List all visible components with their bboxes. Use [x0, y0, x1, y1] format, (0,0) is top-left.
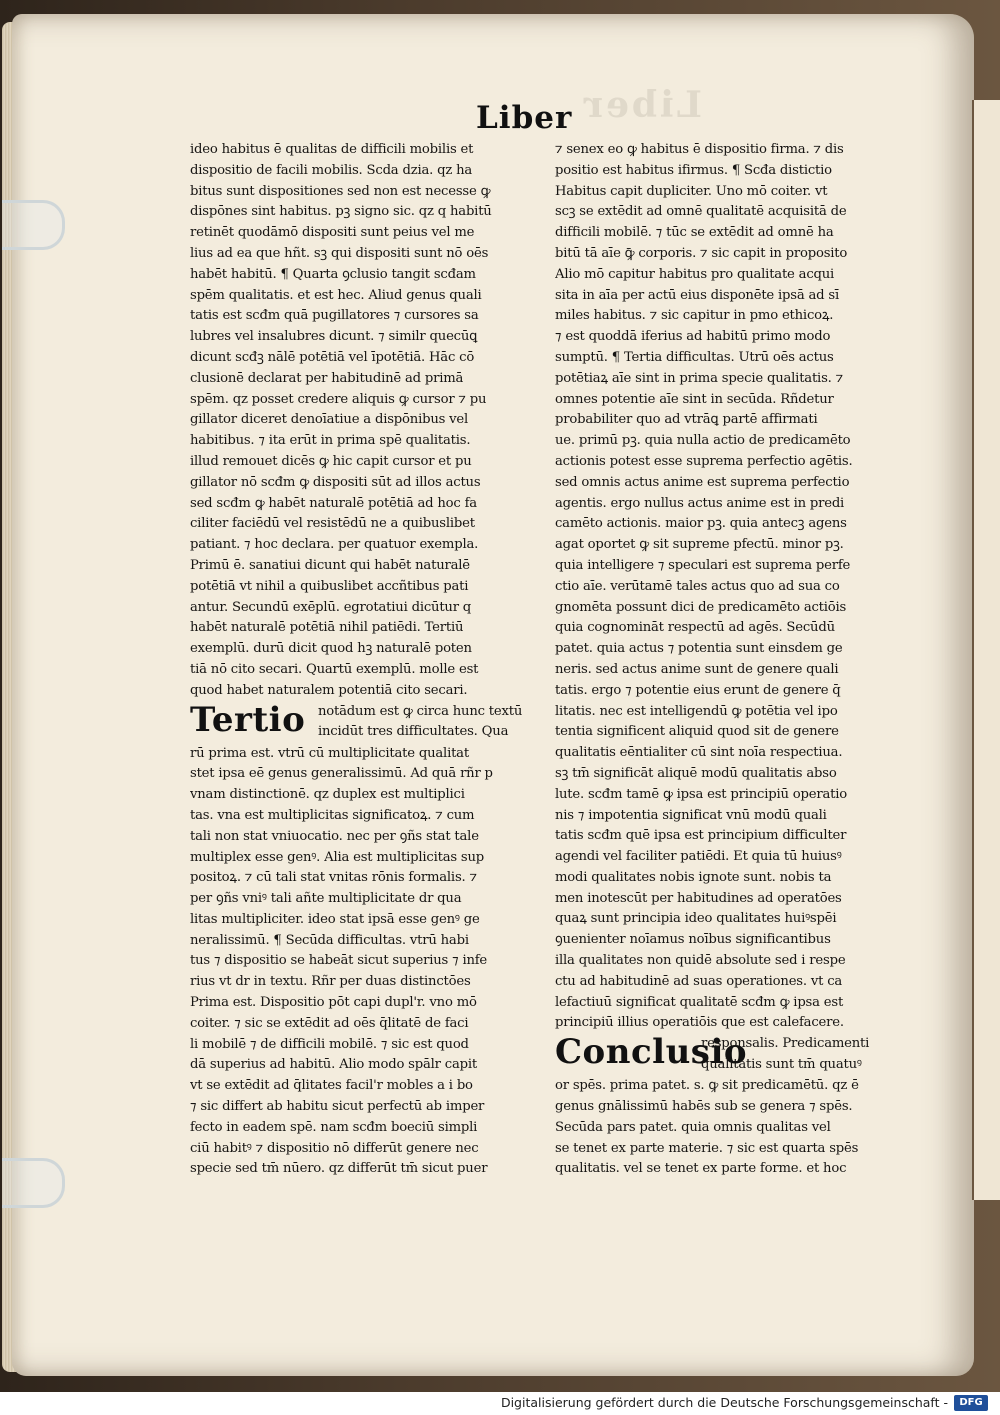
text-line: dispositio de facili mobilis. Scda dzia. qz ha [190, 162, 473, 178]
text-line: antur. Secundū exēplū. egrotatiui dicūtur q [190, 599, 472, 615]
text-line: rū prima est. vtrū cū multiplicitate qualitat [190, 745, 469, 761]
right-initial-row [555, 1034, 911, 1076]
text-line: stet ipsa eē genus generalissimū. Ad quā rñr p [190, 766, 493, 782]
text-line: Habitus capit dupliciter. Uno mō coiter. vt [555, 183, 828, 199]
text-line: tiā nō cito secari. Quartū exemplū. molle est [190, 661, 479, 677]
text-line: tatis scđm quē ipsa est principium difficulter [555, 828, 847, 844]
text-line: positio est habitus ifirmus. ¶ Scđa distictio [555, 162, 832, 178]
page-clip-top [2, 200, 65, 250]
text-line: genus gnālissimū habēs sub se genera ⁊ spēs. [555, 1099, 853, 1115]
dfg-logo-icon: DFG [954, 1395, 988, 1411]
initial-word: Tertio [190, 699, 306, 740]
text-line: omnes potentie aīe sint in secūda. Rñdetur [555, 391, 834, 407]
text-line: incidūt tres difficultates. Qua [318, 724, 509, 740]
text-line: sꝫ tm̄ significāt aliquē modū qualitatis abso [555, 765, 837, 781]
text-line: ⁊ senex eo ꝙ habitus ē dispositio firma. ⁊ dis [555, 142, 844, 157]
text-line: notādum est ꝙ circa hunc textū [318, 703, 523, 719]
left-column-text-bottom [190, 744, 546, 1181]
text-line: modi qualitates nobis ignote sunt. nobis ta [555, 869, 832, 885]
text-line: or spēs. prima patet. s. ꝙ sit predicamētū. qz ē [555, 1078, 859, 1094]
text-line: qualitatis sunt tm̄ quatuꝰ [701, 1057, 862, 1073]
text-line: potētiā vt nihil a quibuslibet accñtibus pati [190, 578, 469, 594]
text-line: scꝫ se extēdit ad omnē qualitatē acquisitā de [555, 204, 847, 220]
bleed-through-text: Liber [580, 84, 702, 126]
text-line: lefactiuū significat qualitatē scđm ꝙ ipsa est [555, 994, 844, 1010]
text-line: tentia significent aliquid quod sit de genere [555, 724, 839, 740]
text-line: ctu ad habitudinē ad suas operationes. vt ca [555, 973, 843, 989]
text-line: Primū ē. sanatiui dicunt qui habēt naturalē [190, 557, 470, 573]
left-initial-row [190, 699, 546, 744]
text-line: gillator diceret denoīatiue a dispōnibus vel [190, 412, 469, 428]
text-line: dicunt scđꝫ nālē potētiā vel īpotētiā. Hāc cō [190, 349, 475, 365]
text-line: dispōnes sint habitus. pꝫ signo sic. qz q habitū [190, 204, 492, 220]
text-line: camēto actionis. maior pꝫ. quia antecꝫ agens [555, 516, 847, 532]
text-line: bitus sunt dispositiones sed non est necesse ꝙ [190, 183, 491, 199]
text-line: ciliter faciēdū vel resistēdū ne a quibuslibet [190, 516, 475, 532]
text-line: illud remouet dicēs ꝙ hic capit cursor et pu [190, 453, 472, 469]
right-column-text-top [555, 140, 911, 1034]
text-line: tali non stat vniuocatio. nec per ꝯñs stat tale [190, 828, 479, 844]
text-line: sumptū. ¶ Tertia difficultas. Utrū oēs actus [555, 349, 834, 365]
text-line: nis ⁊ impotentia significat vnū modū quali [555, 807, 827, 823]
text-line: lubres vel insalubres dicunt. ⁊ similr quecūꝗ [190, 329, 478, 345]
text-line: vnam distinctionē. qz duplex est multiplici [190, 787, 465, 803]
text-line: agat oportet ꝙ sit supreme pfectū. minor pꝫ. [555, 537, 844, 553]
text-line: fecto in eadem spē. nam scđm boeciū simpli [190, 1119, 478, 1135]
text-line: actionis potest esse suprema perfectio agētis. [555, 453, 853, 469]
text-line: litatis. nec est intelligendū ꝙ potētia vel ipo [555, 703, 838, 719]
text-line: bitū tā aīe ꝙ̄ corporis. ⁊ sic capit in proposito [555, 245, 848, 261]
text-line: coiter. ⁊ sic se extēdit ad oēs q̄litatē de faci [190, 1015, 469, 1031]
text-line: litas multipliciter. ideo stat ipsā esse genꝰ ge [190, 911, 480, 927]
text-line: exemplū. durū dicit quod hꝫ naturalē poten [190, 641, 472, 657]
text-line: spēm qualitatis. et est hec. Aliud genus quali [190, 287, 482, 303]
text-line: ⁊ sic differt ab habitu sicut perfectū ab imper [190, 1099, 485, 1115]
text-line: patiant. ⁊ hoc declara. per quatuor exempla. [190, 537, 479, 553]
text-line: quia cognomināt respectū ad agēs. Secūdū [555, 620, 835, 636]
text-line: qualitatis. vel se tenet ex parte forme. et hoc [555, 1161, 847, 1177]
text-line: lius ad ea que hñt. sꝫ qui dispositi sunt nō oēs [190, 245, 489, 261]
text-line: retinēt quodāmō dispositi sunt peius vel me [190, 225, 475, 241]
text-line: agentis. ergo nullus actus anime est in predi [555, 495, 845, 511]
text-line: specie sed tm̄ nūero. qz differūt tm̄ sicut puer [190, 1161, 488, 1177]
text-line: se tenet ex parte materie. ⁊ sic est quarta spēs [555, 1140, 859, 1156]
text-line: rius vt dr in textu. Rñr per duas distinctōes [190, 974, 471, 990]
text-line: tas. vna est multiplicitas significatoꝝ. ⁊ cum [190, 807, 475, 823]
text-line: habēt habitū. ¶ Quarta ꝯclusio tangit scđam [190, 266, 476, 282]
adjacent-page-edge [972, 100, 1000, 1200]
text-line: responsalis. Predicamenti [701, 1036, 870, 1052]
text-line: multiplex esse genꝰ. Alia est multiplicitas sup [190, 849, 485, 865]
text-line: gnomēta possunt dici de predicamēto actiōis [555, 599, 847, 615]
footer-bar [0, 1392, 1000, 1415]
text-line: Prima est. Dispositio pōt capi dupl'r. vno mō [190, 995, 477, 1011]
text-line: probabiliter quo ad vtrāꝗ partē affirmati [555, 412, 818, 428]
funding-credit: Digitalisierung gefördert durch die Deutsche Forschungsgemeinschaft - [500, 1395, 948, 1410]
text-line: ideo habitus ē qualitas de difficili mobilis et [190, 142, 474, 157]
text-line: ⁊ est quoddā iferius ad habitū primo modo [555, 329, 831, 345]
text-line: ctio aīe. verūtamē tales actus quo ad sua co [555, 578, 840, 594]
text-line: neralissimū. ¶ Secūda difficultas. vtrū habi [190, 932, 469, 948]
text-line: dā superius ad habitū. Alio modo spālr capit [190, 1057, 477, 1073]
text-line: tatis est scđm quā pugillatores ⁊ cursores sa [190, 308, 479, 324]
text-line: sita in aīa per actū eius disponēte ipsā ad sī [555, 287, 839, 303]
text-line: ue. primū pꝫ. quia nulla actio de predicamēto [555, 433, 851, 449]
text-line: ꝯuenienter noīamus noībus significantibus [555, 932, 831, 948]
text-line: qualitatis eēntialiter cū sint noīa respectiua. [555, 745, 843, 761]
page-header: Liber [476, 100, 573, 136]
text-line: ciū habitꝰ ⁊ dispositio nō differūt genere nec [190, 1140, 479, 1156]
text-line: illa qualitates non quidē absolute sed i respe [555, 953, 846, 969]
text-line: habēt naturalē potētiā nihil patiēdi. Tertiū [190, 620, 464, 636]
text-line: lute. scđm tamē ꝙ ipsa est principiū operatio [555, 786, 848, 802]
text-line: men inotescūt per habitudines ad operatōes [555, 890, 842, 906]
right-column-text-bottom [555, 1076, 911, 1180]
text-line: difficili mobilē. ⁊ tūc se extēdit ad omnē ha [555, 225, 834, 241]
text-line: sed scđm ꝙ habēt naturalē potētiā ad hoc fa [190, 495, 477, 511]
text-line: gillator nō scđm ꝙ dispositi sūt ad illos actus [190, 474, 481, 490]
text-line: neris. sed actus anime sunt de genere quali [555, 661, 839, 677]
text-line: per ꝯñs vniꝰ tali añte multiplicitate dr qua [190, 891, 462, 907]
text-line: agendi vel faciliter patiēdi. Et quia tū huiusꝰ [555, 849, 842, 865]
text-line: spēm. qz posset credere aliquis ꝙ cursor ⁊ pu [190, 391, 487, 407]
initial-word: Conclusio [555, 1032, 748, 1073]
text-line: miles habitus. ⁊ sic capitur in pmo ethicoꝝ. [555, 308, 834, 324]
text-line: Secūda pars patet. quia omnis qualitas vel [555, 1119, 831, 1135]
left-column [190, 140, 546, 1180]
text-line: patet. quia actus ⁊ potentia sunt einsdem ge [555, 641, 843, 657]
text-line: clusionē declarat per habitudinē ad primā [190, 370, 464, 386]
text-line: potētiaꝝ aīe sint in prima specie qualitatis. ⁊ [555, 370, 843, 386]
text-line: Alio mō capitur habitus pro qualitate acqui [555, 266, 835, 282]
text-line: tus ⁊ dispositio se habeāt sicut superius ⁊ infe [190, 953, 488, 969]
right-column [555, 140, 911, 1180]
text-line: habitibus. ⁊ ita erūt in prima spē qualitatis. [190, 433, 471, 449]
text-line: li mobilē ⁊ de difficili mobilē. ⁊ sic est quod [190, 1036, 469, 1052]
page-clip-bottom [2, 1158, 65, 1208]
text-line: positoꝝ. ⁊ cū tali stat vnitas rōnis formalis. ⁊ [190, 870, 477, 886]
text-line: tatis. ergo ⁊ potentie eius erunt de genere q̄ [555, 682, 841, 698]
left-column-text-top [190, 140, 546, 702]
text-line: quia intelligere ⁊ speculari est suprema perfe [555, 557, 851, 573]
text-line: quod habet naturalem potentiā cito secari. [190, 682, 468, 698]
text-line: sed omnis actus anime est suprema perfectio [555, 474, 850, 490]
text-line: principiū illius operatiōis que est calefacere. [555, 1015, 844, 1031]
text-line: quaꝝ sunt principia ideo qualitates huiꝰspēi [555, 911, 837, 927]
text-line: vt se extēdit ad q̄litates facil'r mobles a i bo [190, 1078, 473, 1094]
